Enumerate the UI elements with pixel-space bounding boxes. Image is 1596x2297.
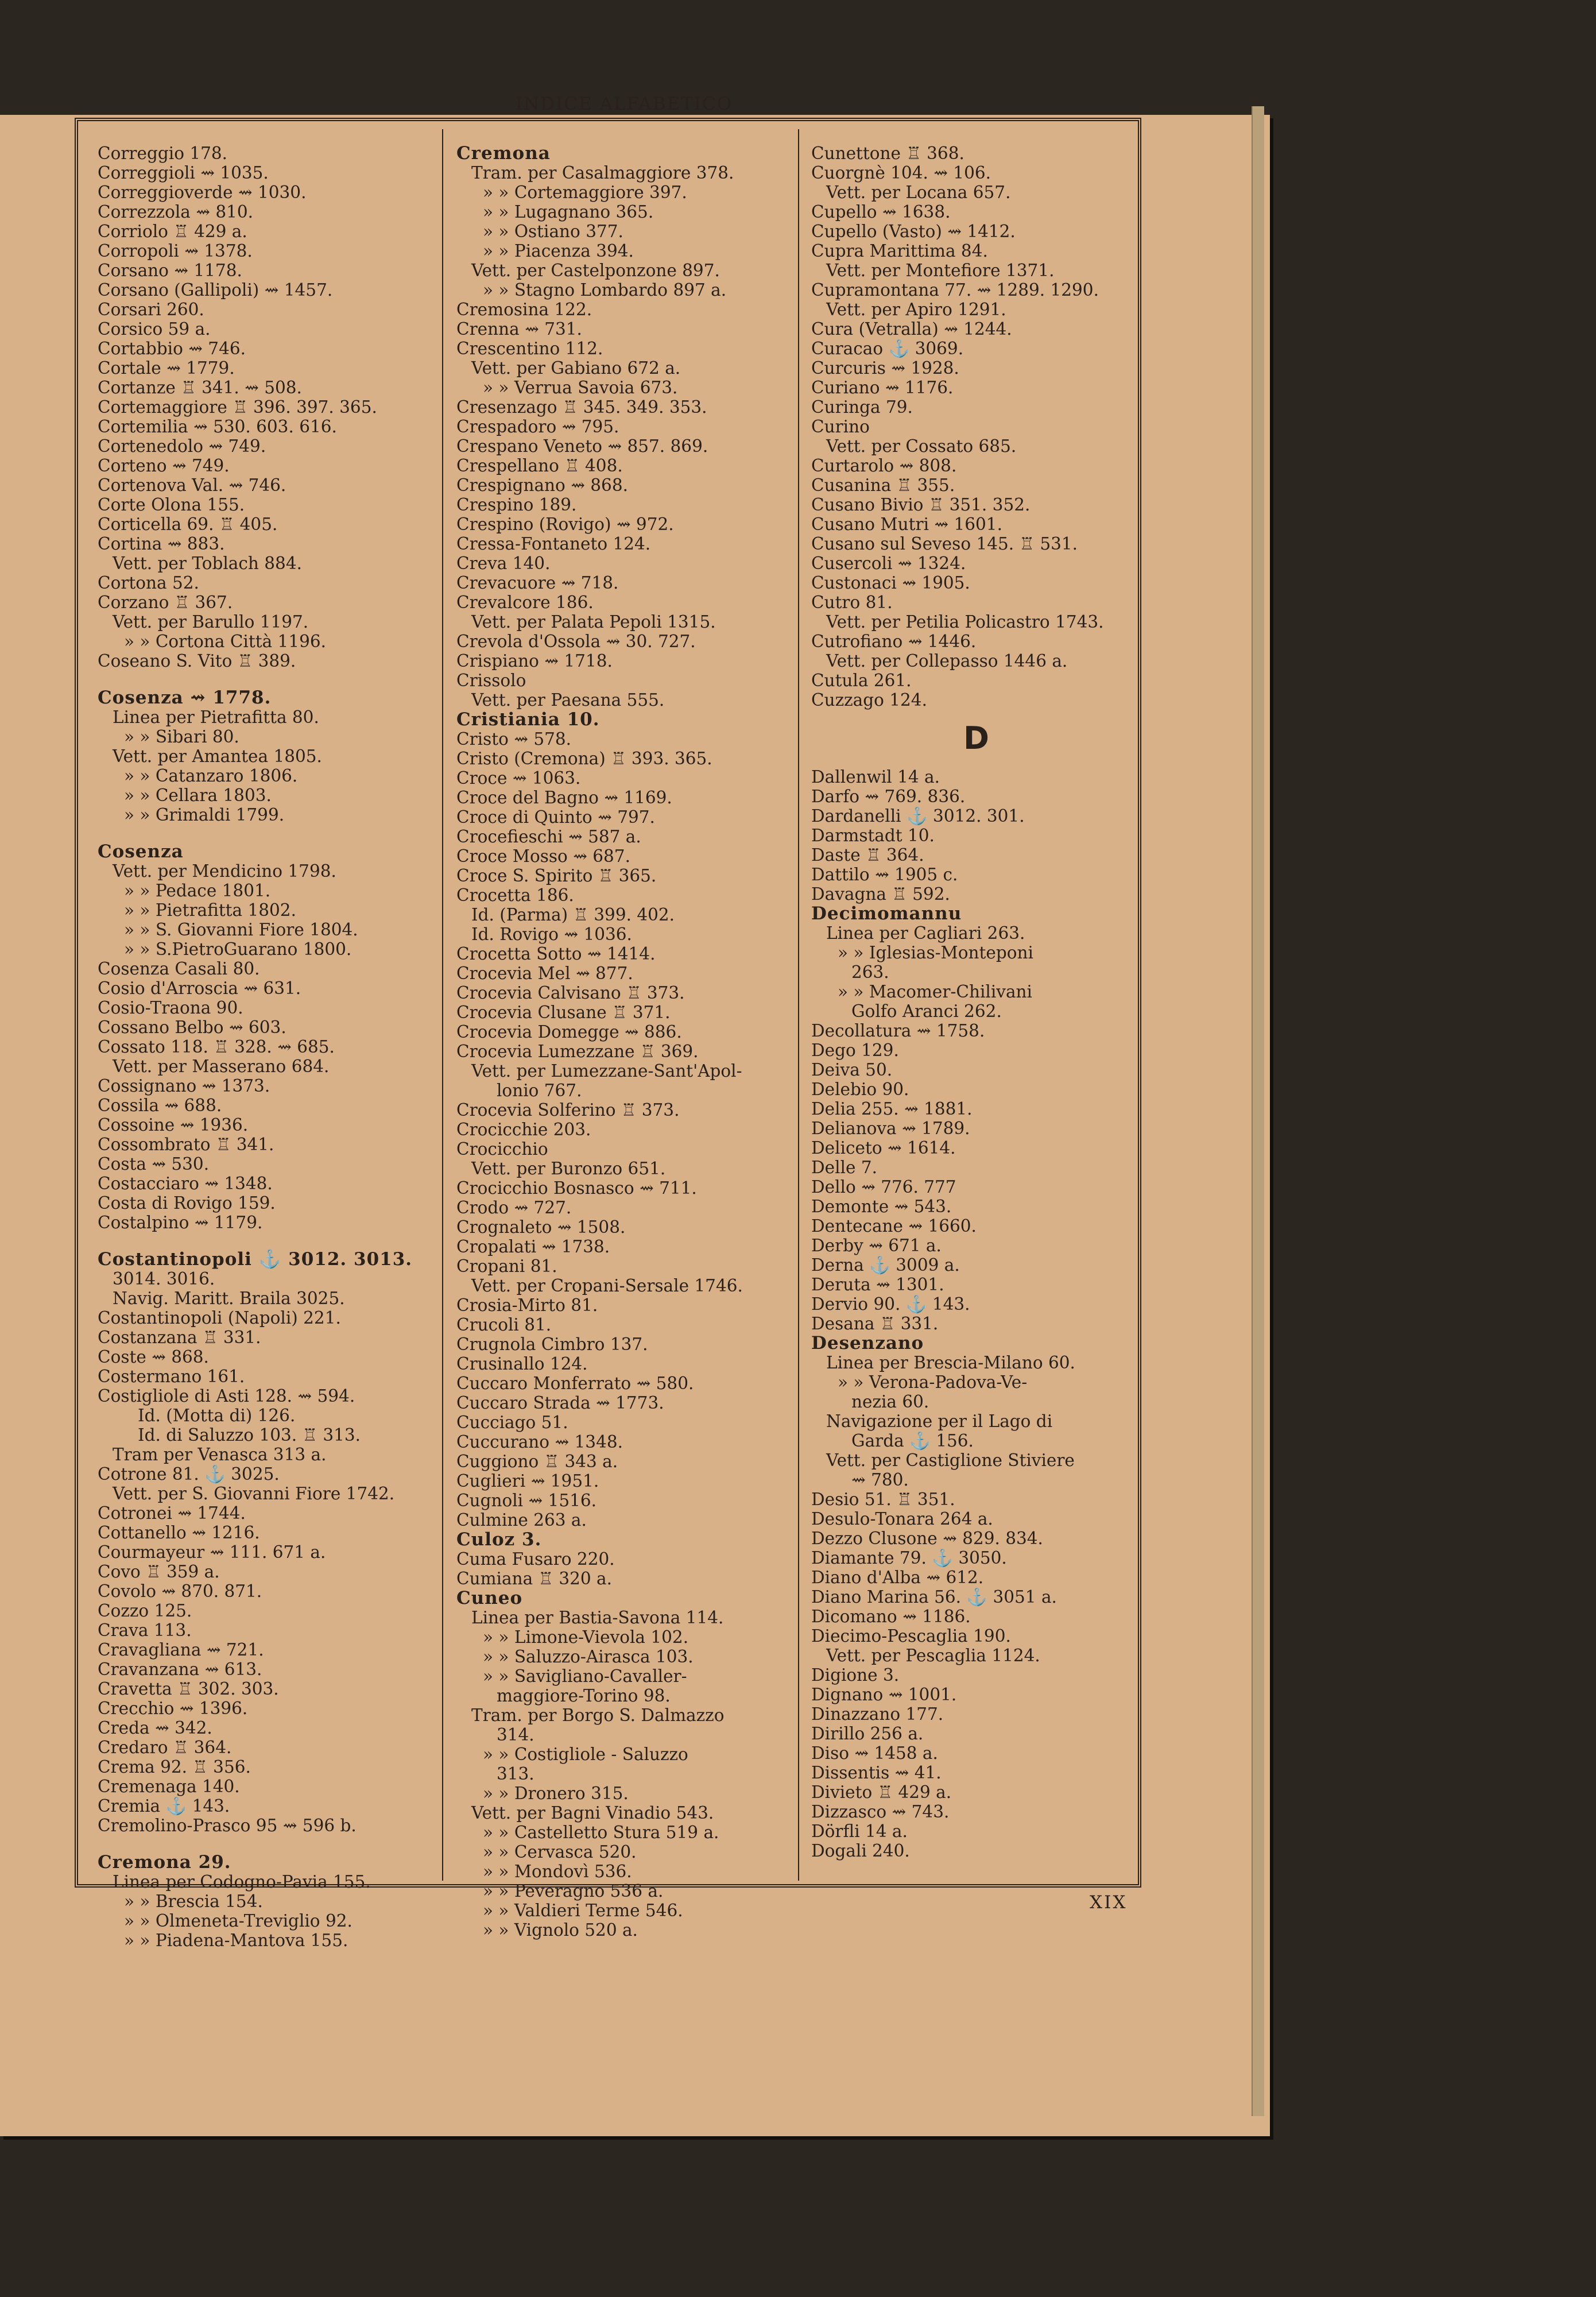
index-entry: Cortemilia ⇝ 530. 603. 616. <box>98 417 337 436</box>
index-entry: Dörfli 14 a. <box>811 1822 908 1841</box>
index-entry: lonio 767. <box>497 1081 582 1100</box>
index-entry: Garda ⚓ 156. <box>851 1431 974 1451</box>
index-entry: Golfo Aranci 262. <box>851 1001 1002 1021</box>
index-entry: Culmine 263 a. <box>456 1510 587 1530</box>
index-entry: » » Lugagnano 365. <box>483 202 654 222</box>
index-entry: 263. <box>851 962 889 982</box>
index-column-1 <box>98 144 428 1950</box>
index-entry: Dentecane ⇝ 1660. <box>811 1216 977 1236</box>
column-rule <box>798 129 799 1881</box>
index-entry: » » Ostiano 377. <box>483 222 623 241</box>
index-entry: Correzzola ⇝ 810. <box>98 202 254 222</box>
index-entry: Dallenwil 14 a. <box>811 767 940 787</box>
index-entry: Divieto ♖ 429 a. <box>811 1782 952 1802</box>
index-entry: Demonte ⇝ 543. <box>811 1197 952 1216</box>
index-entry: Linea per Brescia-Milano 60. <box>826 1353 1075 1372</box>
index-entry: Cuglieri ⇝ 1951. <box>456 1471 599 1491</box>
index-entry: Crocefieschi ⇝ 587 a. <box>456 827 641 846</box>
index-entry: Cosenza Casali 80. <box>98 959 260 979</box>
index-entry: Id. (Motta di) 126. <box>138 1406 296 1425</box>
index-entry: Crocevia Domegge ⇝ 886. <box>456 1022 682 1042</box>
index-entry: Cuzzago 124. <box>811 690 927 710</box>
index-entry: Costermano 161. <box>98 1367 245 1386</box>
index-entry: 313. <box>497 1764 534 1784</box>
index-entry: Vett. per Apiro 1291. <box>826 300 1006 319</box>
index-entry: Vett. per Paesana 555. <box>471 690 665 710</box>
index-entry: » » Verona-Padova-Ve- <box>838 1372 1028 1392</box>
index-entry: Crucoli 81. <box>456 1315 552 1335</box>
index-entry: » » Savigliano-Cavaller- <box>483 1666 687 1686</box>
index-entry: » » Saluzzo-Airasca 103. <box>483 1647 694 1666</box>
index-entry: Cuma Fusaro 220. <box>456 1549 615 1569</box>
index-entry: » » Cellara 1803. <box>124 786 272 805</box>
section-letter: D <box>963 720 989 756</box>
index-entry: Credaro ♖ 364. <box>98 1738 232 1757</box>
index-entry: Vett. per Palata Pepoli 1315. <box>471 612 716 632</box>
index-entry: Croce S. Spirito ♖ 365. <box>456 866 657 885</box>
index-entry: ⇝ 780. <box>851 1470 909 1490</box>
index-entry: nezia 60. <box>851 1392 929 1412</box>
index-entry: Curinga 79. <box>811 397 913 417</box>
index-entry: Tram. per Casalmaggiore 378. <box>471 163 734 183</box>
index-entry: Dissentis ⇝ 41. <box>811 1763 942 1782</box>
index-entry: Deliceto ⇝ 1614. <box>811 1138 956 1158</box>
index-entry: Cuccaro Strada ⇝ 1773. <box>456 1393 664 1413</box>
index-entry: Crescentino 112. <box>456 339 603 358</box>
index-entry: Deruta ⇝ 1301. <box>811 1275 944 1294</box>
index-entry: Corsico 59 a. <box>98 319 211 339</box>
index-entry: Corte Olona 155. <box>98 495 245 515</box>
index-entry: » » Catanzaro 1806. <box>124 766 298 786</box>
index-entry: Costa di Rovigo 159. <box>98 1193 276 1213</box>
index-entry: Cortina ⇝ 883. <box>98 534 225 554</box>
index-entry: Cristo (Cremona) ♖ 393. 365. <box>456 749 712 768</box>
index-entry: Diso ⇝ 1458 a. <box>811 1743 938 1763</box>
index-entry: Dinazzano 177. <box>811 1704 944 1724</box>
index-entry: Cristo ⇝ 578. <box>456 729 572 749</box>
index-entry: Crespadoro ⇝ 795. <box>456 417 619 436</box>
index-entry: Creda ⇝ 342. <box>98 1718 212 1738</box>
index-entry: Diecimo-Pescaglia 190. <box>811 1626 1011 1646</box>
index-entry: Crespino (Rovigo) ⇝ 972. <box>456 515 674 534</box>
index-entry: » » Cortemaggiore 397. <box>483 183 687 202</box>
index-entry: Delianova ⇝ 1789. <box>811 1119 970 1138</box>
index-entry: 314. <box>497 1725 534 1745</box>
index-entry: Corsano (Gallipoli) ⇝ 1457. <box>98 280 333 300</box>
index-entry: Crissolo <box>456 671 526 690</box>
index-entry: Costalpino ⇝ 1179. <box>98 1213 263 1232</box>
index-heading: Cremona <box>456 143 551 164</box>
index-entry: Dirillo 256 a. <box>811 1724 924 1743</box>
index-entry: Vett. per Locana 657. <box>826 183 1011 202</box>
index-entry: Dego 129. <box>811 1041 899 1060</box>
index-entry: Crocicchie 203. <box>456 1120 591 1139</box>
index-entry: Cusano Bivio ♖ 351. 352. <box>811 495 1031 515</box>
index-entry: Cottanello ⇝ 1216. <box>98 1523 260 1542</box>
index-entry: Costa ⇝ 530. <box>98 1154 210 1174</box>
index-entry: » » Limone-Vievola 102. <box>483 1627 689 1647</box>
index-entry: Diano d'Alba ⇝ 612. <box>811 1568 984 1587</box>
index-entry: Crespignano ⇝ 868. <box>456 475 628 495</box>
index-entry: » » Grimaldi 1799. <box>124 805 285 825</box>
index-entry: Corsano ⇝ 1178. <box>98 261 242 280</box>
index-entry: Cumiana ♖ 320 a. <box>456 1569 613 1588</box>
index-entry: Cossato 118. ♖ 328. ⇝ 685. <box>98 1037 335 1057</box>
index-heading: Cristiania 10. <box>456 709 600 730</box>
index-entry: Dogali 240. <box>811 1841 910 1861</box>
index-entry: Cossoine ⇝ 1936. <box>98 1115 249 1135</box>
index-entry: Covo ♖ 359 a. <box>98 1562 220 1581</box>
index-entry: Vett. per S. Giovanni Fiore 1742. <box>113 1484 395 1503</box>
entry-gap <box>98 1232 428 1250</box>
entry-gap <box>98 825 428 842</box>
index-entry: Cortenova Val. ⇝ 746. <box>98 475 286 495</box>
index-entry: Vett. per Cossato 685. <box>826 436 1017 456</box>
index-entry: Coseano S. Vito ♖ 389. <box>98 651 296 671</box>
index-entry: Curino <box>811 417 870 436</box>
index-entry: Correggioverde ⇝ 1030. <box>98 183 307 202</box>
index-entry: » » Cervasca 520. <box>483 1842 637 1862</box>
index-entry: Diamante 79. ⚓ 3050. <box>811 1548 1007 1568</box>
index-entry: Cutrofiano ⇝ 1446. <box>811 632 977 651</box>
index-entry: Crespano Veneto ⇝ 857. 869. <box>456 436 708 456</box>
index-entry: Daste ♖ 364. <box>811 845 924 865</box>
index-entry: Crocicchio <box>456 1139 548 1159</box>
index-entry: Cresenzago ♖ 345. 349. 353. <box>456 397 707 417</box>
index-entry: Vett. per Buronzo 651. <box>471 1159 666 1178</box>
index-entry: Cortenedolo ⇝ 749. <box>98 436 266 456</box>
index-entry: Croce di Quinto ⇝ 797. <box>456 807 655 827</box>
index-entry: Custonaci ⇝ 1905. <box>811 573 970 593</box>
index-entry: Cusanina ♖ 355. <box>811 475 955 495</box>
index-entry: Corticella 69. ♖ 405. <box>98 515 278 534</box>
index-entry: » » Verrua Savoia 673. <box>483 378 678 397</box>
index-entry: Cropalati ⇝ 1738. <box>456 1237 610 1256</box>
index-entry: Delia 255. ⇝ 1881. <box>811 1099 973 1119</box>
index-entry: » » Piadena-Mantova 155. <box>124 1931 348 1950</box>
index-heading: Cosenza <box>98 841 184 862</box>
index-entry: Vett. per Toblach 884. <box>113 554 302 573</box>
index-entry: Vett. per Amantea 1805. <box>113 747 322 766</box>
index-entry: Curiano ⇝ 1176. <box>811 378 954 397</box>
index-entry: Desio 51. ♖ 351. <box>811 1490 955 1509</box>
index-entry: Cugnoli ⇝ 1516. <box>456 1491 597 1510</box>
index-entry: Cosio-Traona 90. <box>98 998 243 1018</box>
index-entry: Cropani 81. <box>456 1256 557 1276</box>
index-column-3 <box>811 144 1141 1878</box>
index-entry: Cusercoli ⇝ 1324. <box>811 554 966 573</box>
index-entry: Crevola d'Ossola ⇝ 30. 727. <box>456 632 696 651</box>
index-entry: Cusano Mutri ⇝ 1601. <box>811 515 1002 534</box>
index-entry: Digione 3. <box>811 1665 900 1685</box>
index-entry: Coste ⇝ 868. <box>98 1347 209 1367</box>
index-entry: Dello ⇝ 776. 777 <box>811 1177 956 1197</box>
index-entry: Cortanze ♖ 341. ⇝ 508. <box>98 378 302 397</box>
index-entry: Cusano sul Seveso 145. ♖ 531. <box>811 534 1078 554</box>
index-entry: Cossignano ⇝ 1373. <box>98 1076 270 1096</box>
index-entry: Crema 92. ♖ 356. <box>98 1757 251 1777</box>
index-entry: Cremosina 122. <box>456 300 592 319</box>
index-entry: Crava 113. <box>98 1621 192 1640</box>
index-entry: Creva 140. <box>456 554 551 573</box>
index-entry: Tram. per Borgo S. Dalmazzo <box>471 1706 725 1725</box>
index-entry: Croce del Bagno ⇝ 1169. <box>456 788 672 807</box>
index-entry: » » Pietrafitta 1802. <box>124 900 296 920</box>
index-entry: Cuggiono ♖ 343 a. <box>456 1452 618 1471</box>
page-edge <box>1252 106 1264 2116</box>
index-entry: Dezzo Clusone ⇝ 829. 834. <box>811 1529 1043 1548</box>
index-entry: Crecchio ⇝ 1396. <box>98 1699 248 1718</box>
index-entry: Cossano Belbo ⇝ 603. <box>98 1018 286 1037</box>
index-entry: Id. di Saluzzo 103. ♖ 313. <box>138 1425 361 1445</box>
index-entry: Delle 7. <box>811 1158 877 1177</box>
index-entry: Curtarolo ⇝ 808. <box>811 456 957 475</box>
index-entry: Costantinopoli (Napoli) 221. <box>98 1308 341 1328</box>
page-number: XIX <box>1090 1892 1128 1913</box>
index-entry: Cotronei ⇝ 1744. <box>98 1503 246 1523</box>
index-entry: Cremia ⚓ 143. <box>98 1796 230 1816</box>
index-entry: Croce ⇝ 1063. <box>456 768 581 788</box>
index-entry: » » S.PietroGuarano 1800. <box>124 939 352 959</box>
index-entry: » » Sibari 80. <box>124 727 239 747</box>
index-entry: Cravagliana ⇝ 721. <box>98 1640 264 1660</box>
index-entry: Crosia-Mirto 81. <box>456 1296 598 1315</box>
index-entry: Cotrone 81. ⚓ 3025. <box>98 1464 280 1484</box>
index-entry: maggiore-Torino 98. <box>497 1686 671 1706</box>
index-entry: Crespino 189. <box>456 495 577 515</box>
index-entry: Crevacuore ⇝ 718. <box>456 573 619 593</box>
running-head: INDICE ALFABETICO <box>515 94 733 114</box>
index-entry: Crenna ⇝ 731. <box>456 319 582 339</box>
index-column-2 <box>456 143 787 1940</box>
index-entry: Dicomano ⇝ 1186. <box>811 1607 971 1626</box>
index-entry: Cortale ⇝ 1779. <box>98 358 235 378</box>
index-entry: Desana ♖ 331. <box>811 1314 939 1333</box>
index-entry: Cunettone ♖ 368. <box>811 144 964 163</box>
index-entry: Cucciago 51. <box>456 1413 568 1432</box>
index-entry: Correggioli ⇝ 1035. <box>98 163 269 183</box>
index-entry: Crocevia Calvisano ♖ 373. <box>456 983 685 1003</box>
index-entry: Dardanelli ⚓ 3012. 301. <box>811 806 1025 826</box>
index-entry: Crocevia Solferino ♖ 373. <box>456 1100 680 1120</box>
index-entry: 3014. 3016. <box>113 1269 215 1289</box>
index-entry: Dervio 90. ⚓ 143. <box>811 1294 970 1314</box>
index-entry: Crognaleto ⇝ 1508. <box>456 1217 626 1237</box>
index-entry: Id. Rovigo ⇝ 1036. <box>471 925 632 944</box>
index-entry: » » Iglesias-Monteponi <box>838 943 1033 962</box>
index-entry: Tram per Venasca 313 a. <box>113 1445 327 1464</box>
index-entry: Corriolo ♖ 429 a. <box>98 222 247 241</box>
index-entry: Crodo ⇝ 727. <box>456 1198 572 1217</box>
index-entry: Linea per Bastia-Savona 114. <box>471 1608 724 1627</box>
index-entry: Cossombrato ♖ 341. <box>98 1135 274 1154</box>
column-rule <box>442 129 443 1881</box>
index-heading: Culoz 3. <box>456 1529 542 1550</box>
index-entry: » » Macomer-Chilivani <box>838 982 1032 1001</box>
index-entry: Cortabbio ⇝ 746. <box>98 339 246 358</box>
index-entry: Cuccaro Monferrato ⇝ 580. <box>456 1374 694 1393</box>
index-entry: Crispiano ⇝ 1718. <box>456 651 613 671</box>
index-entry: Decollatura ⇝ 1758. <box>811 1021 985 1041</box>
index-entry: Crusinallo 124. <box>456 1354 588 1374</box>
index-heading: Desenzano <box>811 1333 924 1354</box>
index-entry: Curcuris ⇝ 1928. <box>811 358 959 378</box>
index-entry: Vett. per Masserano 684. <box>113 1057 330 1076</box>
index-entry: » » Brescia 154. <box>124 1892 263 1911</box>
index-entry: Crocetta 186. <box>456 885 574 905</box>
index-entry: Darmstadt 10. <box>811 826 935 845</box>
index-entry: Derby ⇝ 671 a. <box>811 1236 942 1255</box>
index-entry: Crocevia Mel ⇝ 877. <box>456 964 633 983</box>
index-entry: Cremolino-Prasco 95 ⇝ 596 b. <box>98 1816 357 1835</box>
index-entry: Costacciaro ⇝ 1348. <box>98 1174 273 1193</box>
index-entry: Navig. Maritt. Braila 3025. <box>113 1289 345 1308</box>
index-entry: Darfo ⇝ 769. 836. <box>811 787 966 806</box>
index-entry: Cravanzana ⇝ 613. <box>98 1660 262 1679</box>
index-entry: Dignano ⇝ 1001. <box>811 1685 957 1704</box>
index-entry: Cossila ⇝ 688. <box>98 1096 222 1115</box>
index-entry: Crocevia Clusane ♖ 371. <box>456 1003 671 1022</box>
index-entry: Deiva 50. <box>811 1060 893 1080</box>
index-entry: Cura (Vetralla) ⇝ 1244. <box>811 319 1012 339</box>
index-entry: Dizzasco ⇝ 743. <box>811 1802 950 1822</box>
index-heading: Cremona 29. <box>98 1852 231 1873</box>
index-entry: Costigliole di Asti 128. ⇝ 594. <box>98 1386 355 1406</box>
index-heading: Cuneo <box>456 1588 523 1608</box>
index-heading: Decimomannu <box>811 903 962 924</box>
index-entry: Diano Marina 56. ⚓ 3051 a. <box>811 1587 1057 1607</box>
index-entry: Corropoli ⇝ 1378. <box>98 241 253 261</box>
index-entry: Dattilo ⇝ 1905 c. <box>811 865 958 884</box>
index-entry: Crocevia Lumezzane ♖ 369. <box>456 1042 699 1061</box>
index-entry: » » Piacenza 394. <box>483 241 634 261</box>
index-entry: » » Vignolo 520 a. <box>483 1920 638 1940</box>
index-entry: Cupello (Vasto) ⇝ 1412. <box>811 222 1016 241</box>
index-entry: Linea per Cagliari 263. <box>826 923 1025 943</box>
index-entry: Corteno ⇝ 749. <box>98 456 230 475</box>
index-entry: Crocicchio Bosnasco ⇝ 711. <box>456 1178 697 1198</box>
index-entry: Vett. per Collepasso 1446 a. <box>826 651 1068 671</box>
index-entry: » » Cortona Città 1196. <box>124 632 326 651</box>
index-entry: Vett. per Petilia Policastro 1743. <box>826 612 1104 632</box>
index-entry: Cupra Marittima 84. <box>811 241 988 261</box>
index-entry: Vett. per Bagni Vinadio 543. <box>471 1803 714 1823</box>
index-entry: Vett. per Castelponzone 897. <box>471 261 720 280</box>
index-entry: » » S. Giovanni Fiore 1804. <box>124 920 358 939</box>
index-entry: Cuccurano ⇝ 1348. <box>456 1432 623 1452</box>
index-entry: Curacao ⚓ 3069. <box>811 339 964 358</box>
index-entry: Navigazione per il Lago di <box>826 1412 1053 1431</box>
index-entry: Desulo-Tonara 264 a. <box>811 1509 993 1529</box>
index-entry: Davagna ♖ 592. <box>811 884 950 904</box>
index-entry: Cortona 52. <box>98 573 199 593</box>
entry-gap <box>98 1835 428 1853</box>
index-entry: Courmayeur ⇝ 111. 671 a. <box>98 1542 326 1562</box>
entry-gap <box>98 671 428 688</box>
index-entry: Id. (Parma) ♖ 399. 402. <box>471 905 675 925</box>
index-entry: » » Mondovì 536. <box>483 1862 632 1881</box>
index-entry: Vett. per Barullo 1197. <box>113 612 309 632</box>
index-entry: Linea per Pietrafitta 80. <box>113 707 319 727</box>
index-entry: Cortemaggiore ♖ 396. 397. 365. <box>98 397 377 417</box>
index-entry: » » Costigliole - Saluzzo <box>483 1745 688 1764</box>
index-entry: Covolo ⇝ 870. 871. <box>98 1581 262 1601</box>
index-entry: Vett. per Lumezzane-Sant'Apol- <box>471 1061 742 1081</box>
index-entry: Cutula 261. <box>811 671 912 690</box>
index-entry: » » Dronero 315. <box>483 1784 629 1803</box>
index-entry: » » Stagno Lombardo 897 a. <box>483 280 727 300</box>
index-entry: Costanzana ♖ 331. <box>98 1328 261 1347</box>
index-entry: Vett. per Pescaglia 1124. <box>826 1646 1040 1665</box>
index-entry: Crugnola Cimbro 137. <box>456 1335 648 1354</box>
index-entry: Linea per Codogno-Pavia 155. <box>113 1872 371 1892</box>
index-entry: Crevalcore 186. <box>456 593 594 612</box>
index-heading: Costantinopoli ⚓ 3012. 3013. <box>98 1249 413 1270</box>
index-entry: Vett. per Cropani-Sersale 1746. <box>471 1276 743 1296</box>
index-entry: » » Pedace 1801. <box>124 881 271 900</box>
index-heading: Cosenza ⇝ 1778. <box>98 687 272 708</box>
index-entry: Vett. per Gabiano 672 a. <box>471 358 681 378</box>
index-entry: » » Valdieri Terme 546. <box>483 1901 683 1920</box>
index-entry: Cuorgnè 104. ⇝ 106. <box>811 163 991 183</box>
index-entry: Cressa-Fontaneto 124. <box>456 534 651 554</box>
index-entry: Vett. per Montefiore 1371. <box>826 261 1055 280</box>
index-entry: Crocetta Sotto ⇝ 1414. <box>456 944 656 964</box>
index-entry: Corsari 260. <box>98 300 204 319</box>
index-entry: Crespellano ♖ 408. <box>456 456 623 475</box>
index-entry: Cutro 81. <box>811 593 893 612</box>
index-entry: Cupramontana 77. ⇝ 1289. 1290. <box>811 280 1099 300</box>
index-entry: Vett. per Castiglione Stiviere <box>826 1451 1075 1470</box>
index-entry: Vett. per Mendicino 1798. <box>113 861 336 881</box>
index-entry: Cupello ⇝ 1638. <box>811 202 951 222</box>
index-entry: Cremenaga 140. <box>98 1777 240 1796</box>
index-entry: » » Olmeneta-Treviglio 92. <box>124 1911 352 1931</box>
index-entry: Delebio 90. <box>811 1080 909 1099</box>
index-entry: Derna ⚓ 3009 a. <box>811 1255 960 1275</box>
index-entry: Corzano ♖ 367. <box>98 593 233 612</box>
index-entry: » » Peveragno 536 a. <box>483 1881 664 1901</box>
index-entry: » » Castelletto Stura 519 a. <box>483 1823 719 1842</box>
index-entry: Croce Mosso ⇝ 687. <box>456 846 630 866</box>
index-entry: Cozzo 125. <box>98 1601 192 1621</box>
index-entry: Correggio 178. <box>98 144 228 163</box>
index-entry: Cravetta ♖ 302. 303. <box>98 1679 279 1699</box>
index-entry: Cosio d'Arroscia ⇝ 631. <box>98 979 301 998</box>
